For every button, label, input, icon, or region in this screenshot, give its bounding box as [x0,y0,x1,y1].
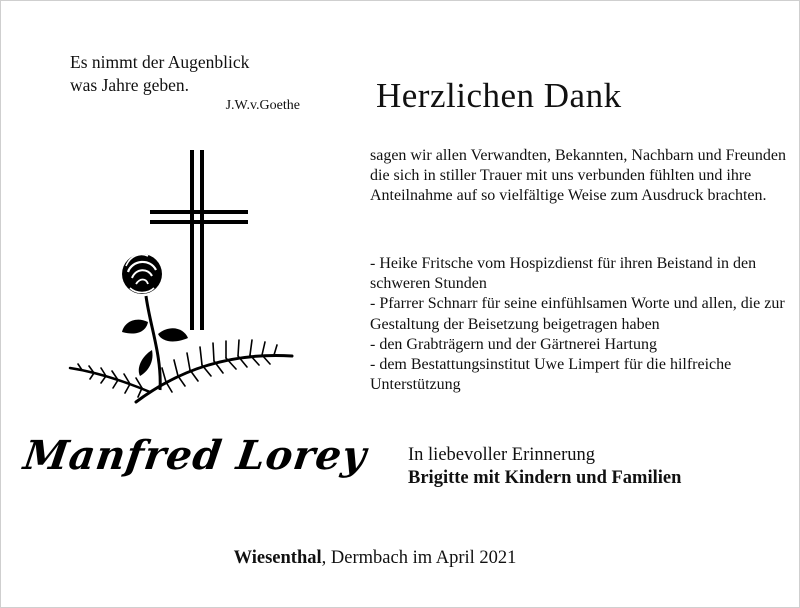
thanks-item: - Pfarrer Schnarr für seine einfühlsamen Worte und allen, die zur Gestaltung der Beisetzung beigetragen haben [370,295,785,333]
thanks-list [370,254,795,395]
town-name: Wiesenthal [233,548,322,568]
quote-line-1: Es nimmt der Augenblick [70,52,250,72]
deceased-name: Manfred Lorey [20,432,370,479]
goethe-quote [70,51,310,114]
family-line: Brigitte mit Kindern und Familien [408,468,682,488]
thanks-item: - dem Bestattungsinstitut Uwe Limpert für die hilfreiche Unterstützung [370,356,732,394]
rose-icon [122,254,188,390]
place-date-line [0,548,750,569]
quote-line-2: was Jahre geben. [70,75,190,95]
place-date-rest: , Dermbach im April 2021 [321,548,517,568]
palm-branch-icon [70,340,292,402]
thanks-item: - den Grabträgern und der Gärtnerei Hartung [370,335,657,353]
quote-author: J.W.v.Goethe [225,98,300,113]
notice-title: Herzlichen Dank [376,76,622,115]
memory-block [408,444,681,490]
thanks-item: - Heike Fritsche vom Hospizdienst für ihren Beistand in den schweren Stunden [370,255,757,293]
cross-rose-emblem [66,146,300,408]
double-line-cross-icon [150,150,248,330]
intro-text: sagen wir allen Verwandten, Bekannten, Nachbarn und Freunden die sich in stiller Trauer mit uns verbunden fühlten und ihre Anteilnahme auf so vielfältige Weise zum Ausdruck brachten. [370,147,787,204]
memory-line: In liebevoller Erinnerung [408,445,595,465]
